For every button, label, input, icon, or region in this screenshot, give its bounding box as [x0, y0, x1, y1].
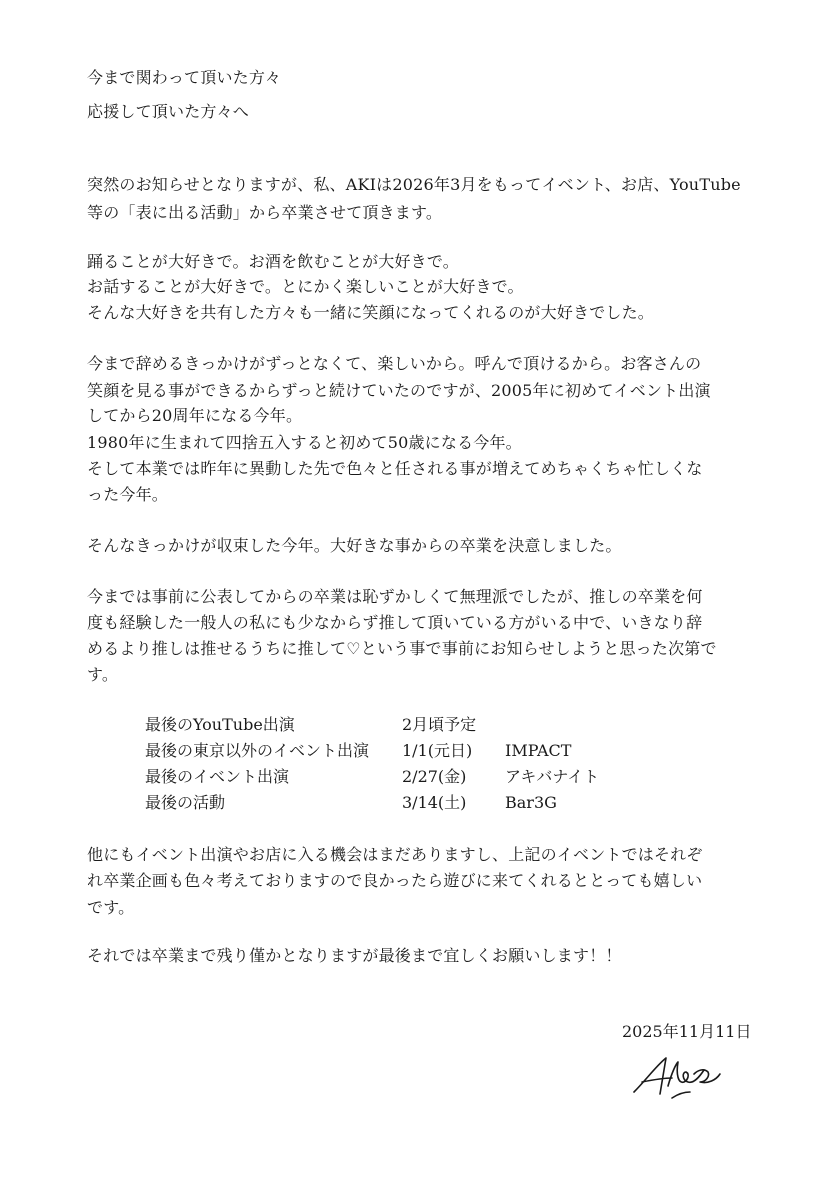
schedule-item: 最後の活動 [145, 793, 226, 812]
schedule-item: 最後の東京以外のイベント出演 [145, 741, 370, 760]
body-line: してから20周年になる今年。 [87, 406, 303, 425]
letter-date: 2025年11月11日 [622, 1022, 752, 1041]
schedule-item: 最後のイベント出演 [145, 767, 290, 786]
body-line: そんなきっかけが収束した今年。大好きな事からの卒業を決意しました。 [87, 536, 622, 555]
body-line: 今までは事前に公表してからの卒業は恥ずかしくて無理派でしたが、推しの卒業を何 [87, 587, 703, 606]
body-line: 等の「表に出る活動」から卒業させて頂きます。 [87, 203, 443, 222]
schedule-row [145, 766, 705, 788]
body-line: 1980年に生まれて四捨五入すると初めて50歳になる今年。 [87, 433, 522, 452]
schedule-venue: アキバナイト [505, 767, 600, 786]
body-line: 笑顔を見る事ができるからずっと続けていたのですが、2005年に初めてイベント出演 [87, 381, 711, 400]
schedule-row [145, 714, 705, 736]
body-line: です。 [87, 898, 135, 917]
schedule-item: 最後のYouTube出演 [145, 715, 295, 734]
salutation-line: 今まで関わって頂いた方々 [87, 68, 282, 87]
body-line: れ卒業企画も色々考えておりますので良かったら遊びに来てくれるととっても嬉しい [87, 871, 703, 890]
schedule-date: 1/1(元日) [402, 741, 473, 760]
schedule-venue: Bar3G [505, 793, 557, 812]
body-line: お話することが大好きで。とにかく楽しいことが大好きで。 [87, 277, 524, 296]
body-line: めるより推しは推せるうちに推して♡という事で事前にお知らせしようと思った次第で [87, 639, 717, 658]
body-line: そんな大好きを共有した方々も一緒に笑顔になってくれるのが大好きでした。 [87, 303, 655, 322]
schedule-row [145, 740, 705, 762]
body-line: それでは卒業まで残り僅かとなりますが最後まで宜しくお願いします！！ [87, 946, 622, 965]
body-line: 他にもイベント出演やお店に入る機会はまだありますし、上記のイベントではそれぞ [87, 845, 703, 864]
schedule-venue: IMPACT [505, 741, 572, 760]
body-line: そして本業では昨年に異動した先で色々と任される事が増えてめちゃくちゃ忙しくな [87, 459, 703, 478]
schedule-date: 3/14(土) [402, 793, 467, 812]
body-line: 突然のお知らせとなりますが、私、AKIは2026年3月をもってイベント、お店、YouTube [87, 175, 741, 194]
body-line: す。 [87, 665, 119, 684]
body-line: 度も経験した一般人の私にも少なからず推して頂いている方がいる中で、いきなり辞 [87, 613, 703, 632]
body-line: 今まで辞めるきっかけがずっとなくて、楽しいから。呼んで頂けるから。お客さんの [87, 354, 702, 373]
handwritten-signature [628, 1052, 724, 1100]
schedule-date: 2月頃予定 [402, 715, 477, 734]
schedule-row [145, 792, 705, 814]
body-line: 踊ることが大好きで。お酒を飲むことが大好きで。 [87, 252, 459, 271]
schedule-date: 2/27(金) [402, 767, 467, 786]
salutation-line: 応援して頂いた方々へ [87, 102, 250, 121]
body-line: った今年。 [87, 485, 169, 504]
